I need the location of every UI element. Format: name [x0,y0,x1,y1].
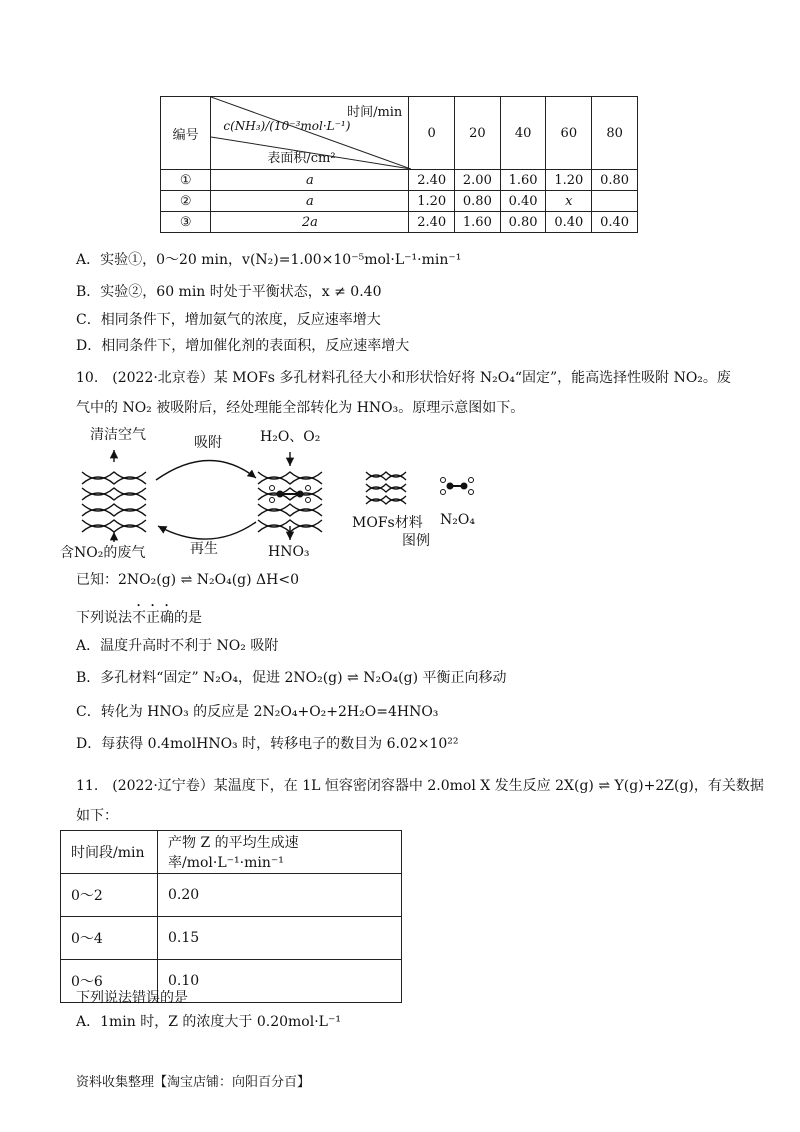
ask-prefix: 下列说法 [76,610,132,626]
principle-diagram [60,422,560,572]
cell-value: x [546,191,592,212]
q11-stem-line1: 11. (2022·辽宁卷）某温度下，在 1L 恒容密闭容器中 2.0mol X 发生反应 2X(g) ⇌ Y(g)+2Z(g)，有关数据 [76,778,764,794]
cell-value: 1.20 [546,170,592,191]
label-regen: 再生 [190,541,218,557]
cell-rate: 0.10 [158,960,402,1003]
q11-stem-line2: 如下： [76,808,118,824]
q10-ask [76,602,202,628]
time-header: 40 [500,97,546,170]
header-time: 时间/min [347,105,403,120]
legend-mofs-label: MOFs材料 [352,515,423,531]
label-product: HNO₃ [268,544,310,560]
q10-stem-line1: 10. (2022·北京卷）某 MOFs 多孔材料孔径大小和形状恰好将 N₂O₄“固定”，能高选择性吸附 NO₂。废 [76,370,731,386]
label-reactants: H₂O、O₂ [260,429,321,445]
table-row [61,917,402,960]
cell-period: 0～4 [61,917,158,960]
row-area: 2a [211,212,409,233]
q11-option-a: A．1min 时，Z 的浓度大于 0.20mol·L⁻¹ [76,1014,341,1030]
z-rate-table [60,830,402,1003]
table-row [61,831,402,874]
cell-rate: 0.20 [158,874,402,917]
q9-option-b: B．实验②，60 min 时处于平衡状态，x ≠ 0.40 [76,284,382,300]
q9-option-d: D．相同条件下，增加催化剂的表面积，反应速率增大 [76,338,410,354]
label-waste-gas: 含NO₂的废气 [60,545,146,561]
cell-value: 0.40 [500,191,546,212]
legend-n2o4-label: N₂O₄ [440,512,475,528]
row-id: ② [161,191,211,212]
n2o4-legend-molecule [441,478,474,495]
q10-stem-line2: 气中的 NO₂ 被吸附后，经处理能全部转化为 HNO₃。原理示意图如下。 [76,400,525,416]
table-row [161,191,638,212]
header-cell: 产物 Z 的平均生成速率/mol·L⁻¹·min⁻¹ [158,831,402,874]
label-adsorb: 吸附 [194,435,222,451]
cell-value: 2.40 [409,170,455,191]
row-id: ① [161,170,211,191]
row-area: a [211,170,409,191]
col-id-header: 编号 [161,97,211,170]
time-header: 80 [592,97,638,170]
time-header: 20 [455,97,501,170]
ask-suffix: 的是 [174,610,202,626]
ask-emphasis: 不正确 [132,610,174,626]
label-clean-air: 清洁空气 [90,427,146,443]
q10-option-a: A．温度升高时不利于 NO₂ 吸附 [76,638,279,654]
table-row [161,212,638,233]
diagonal-header-cell [211,97,409,170]
cell-value: 1.60 [455,212,501,233]
cell-value: 2.00 [455,170,501,191]
header-area: 表面积/cm² [267,151,336,166]
time-header: 60 [546,97,592,170]
q9-option-a: A．实验①，0～20 min，v(N₂)=1.00×10⁻⁵mol·L⁻¹·min⁻¹ [76,252,462,268]
header-conc: c(NH₃)/(10⁻³mol·L⁻¹) [223,119,351,133]
q9-option-c: C．相同条件下，增加氨气的浓度，反应速率增大 [76,312,381,328]
q10-option-c: C．转化为 HNO₃ 的反应是 2N₂O₄+O₂+2H₂O=4HNO₃ [76,704,439,720]
cell-value: 0.40 [592,212,638,233]
cell-value: 1.20 [409,191,455,212]
row-id: ③ [161,212,211,233]
table-row [61,874,402,917]
cell-value: 0.80 [592,170,638,191]
q10-known: 已知：2NO₂(g) ⇌ N₂O₄(g) ΔH<0 [76,572,300,588]
cell-value: 0.40 [546,212,592,233]
q11-ask: 下列说法错误的是 [76,990,188,1006]
cell-value [592,191,638,212]
table-row [161,170,638,191]
cell-value: 0.80 [500,212,546,233]
q10-option-b: B．多孔材料“固定” N₂O₄，促进 2NO₂(g) ⇌ N₂O₄(g) 平衡正向移动 [76,670,507,686]
cell-rate: 0.15 [158,917,402,960]
cell-value: 2.40 [409,212,455,233]
rate-data-table [160,96,638,233]
q10-option-d: D．每获得 0.4molHNO₃ 时，转移电子的数目为 6.02×10²² [76,736,459,752]
legend-title: 图例 [402,533,430,549]
cell-period: 0～2 [61,874,158,917]
cell-period: 0～6 [61,960,158,1003]
row-area: a [211,191,409,212]
time-header: 0 [409,97,455,170]
footer-source: 资料收集整理【淘宝店铺：向阳百分百】 [76,1075,311,1090]
cell-value: 1.60 [500,170,546,191]
cell-value: 0.80 [455,191,501,212]
header-cell: 时间段/min [61,831,158,874]
